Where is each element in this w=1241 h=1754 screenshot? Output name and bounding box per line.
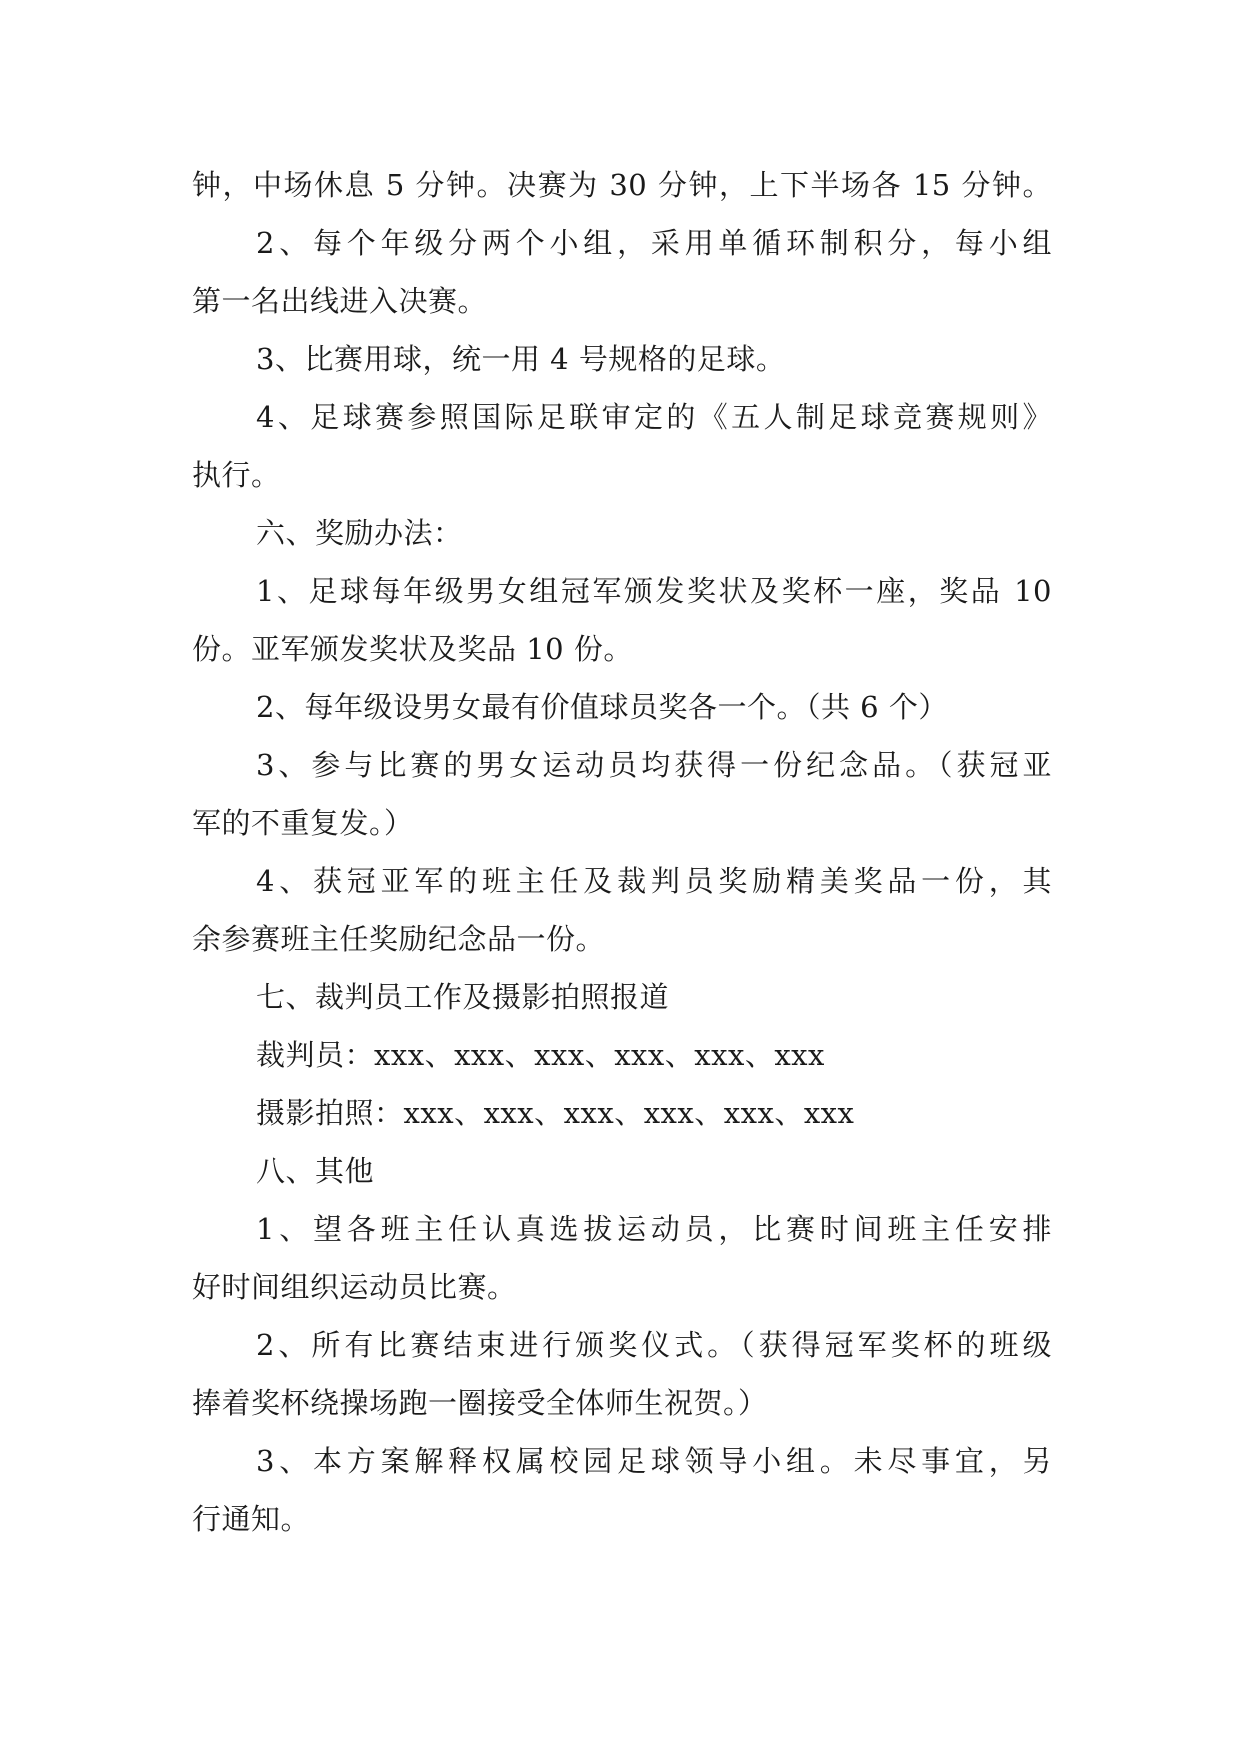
text-line: 2、所有比赛结束进行颁奖仪式。（获得冠军奖杯的班级 [256, 1328, 1052, 1362]
text-line: 4、获冠亚军的班主任及裁判员奖励精美奖品一份，其 [256, 864, 1052, 898]
section-heading: 七、裁判员工作及摄影拍照报道 [256, 980, 670, 1014]
document-body [192, 156, 1052, 1548]
text-line: 4、足球赛参照国际足联审定的《五人制足球竞赛规则》 [256, 400, 1052, 434]
section-heading: 八、其他 [256, 1154, 375, 1188]
text-line: 捧着奖杯绕操场跑一圈接受全体师生祝贺。） [192, 1386, 768, 1420]
text-line: 份。亚军颁发奖状及奖品 10 份。 [192, 632, 633, 666]
text-line: 2、每个年级分两个小组，采用单循环制积分，每小组 [256, 226, 1052, 260]
text-line: 执行。 [192, 458, 281, 492]
text-line: 摄影拍照：xxx、xxx、xxx、xxx、xxx、xxx [256, 1096, 855, 1130]
text-line: 3、本方案解释权属校园足球领导小组。未尽事宜，另 [256, 1444, 1052, 1478]
text-line: 1、望各班主任认真选拔运动员，比赛时间班主任安排 [256, 1212, 1052, 1246]
text-line: 钟，中场休息 5 分钟。决赛为 30 分钟，上下半场各 15 分钟。 [192, 168, 1052, 202]
text-line: 3、参与比赛的男女运动员均获得一份纪念品。（获冠亚 [256, 748, 1052, 782]
text-line: 1、足球每年级男女组冠军颁发奖状及奖杯一座，奖品 10 [256, 574, 1052, 608]
text-line: 余参赛班主任奖励纪念品一份。 [192, 922, 606, 956]
section-heading: 六、奖励办法： [256, 516, 463, 550]
text-line: 行通知。 [192, 1502, 311, 1536]
text-line: 裁判员：xxx、xxx、xxx、xxx、xxx、xxx [256, 1038, 825, 1072]
text-line: 好时间组织运动员比赛。 [192, 1270, 517, 1304]
text-line: 第一名出线进入决赛。 [192, 284, 488, 318]
text-line: 2、每年级设男女最有价值球员奖各一个。（共 6 个） [256, 690, 948, 724]
text-line: 3、比赛用球，统一用 4 号规格的足球。 [256, 342, 786, 376]
text-line: 军的不重复发。） [192, 806, 414, 840]
